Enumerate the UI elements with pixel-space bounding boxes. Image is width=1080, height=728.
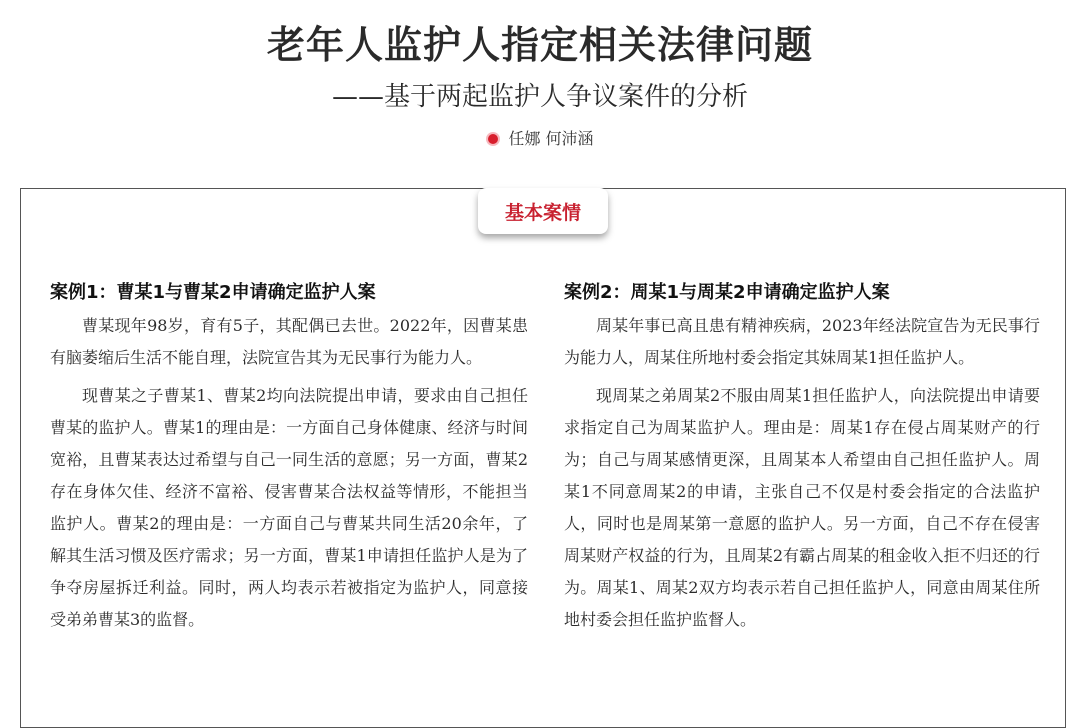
- case1-paragraph: 曹某现年98岁，育有5子，其配偶已去世。2022年，因曹某患有脑萎缩后生活不能自理，法院宣告其为无民事行为能力人。: [50, 316, 528, 367]
- article-subtitle: ——基于两起监护人争议案件的分析: [331, 82, 748, 112]
- section-tag: 基本案情: [478, 188, 608, 234]
- case2-column: [564, 278, 1040, 636]
- case2-title: 案例2：周某1与周某2申请确定监护人案: [564, 282, 890, 303]
- author-names: 任娜 何沛涵: [508, 129, 594, 148]
- case1-column: [50, 278, 528, 636]
- case2-paragraph: 周某年事已高且患有精神疾病，2023年经法院宣告为无民事行为能力人，周某住所地村委会指定其妹周某1担任监护人。: [564, 316, 1040, 367]
- case2-paragraph: 现周某之弟周某2不服由周某1担任监护人，向法院提出申请要求指定自己为周某监护人。理由是：周某1存在侵占周某财产的行为；自己与周某感情更深，且周某本人希望由自己担任监护人。周某1不同意周某2的申请，主张自己不仅是村委会指定的合法监护人，同时也是周某第一意愿的监护人。另一方面，自己不存在侵害周某财产权益的行为，且周某2有霸占周某的租金收入拒不归还的行为。周某1、周某2双方均表示若自己担任监护人，同意由周某住所地村委会担任监护监督人。: [564, 386, 1040, 629]
- case1-title: 案例1：曹某1与曹某2申请确定监护人案: [50, 282, 376, 303]
- article-title: 老年人监护人指定相关法律问题: [266, 23, 813, 67]
- author-line: [0, 126, 1080, 149]
- red-dot-icon: [486, 132, 500, 146]
- case1-paragraph: 现曹某之子曹某1、曹某2均向法院提出申请，要求由自己担任曹某的监护人。曹某1的理由是：一方面自己身体健康、经济与时间宽裕，且曹某表达过希望与自己一同生活的意愿；另一方面，曹某2存在身体欠佳、经济不富裕、侵害曹某合法权益等情形，不能担当监护人。曹某2的理由是：一方面自己与曹某共同生活20余年，了解其生活习惯及医疗需求；另一方面，曹某1申请担任监护人是为了争夺房屋拆迁利益。同时，两人均表示若被指定为监护人，同意接受弟弟曹某3的监督。: [50, 386, 528, 629]
